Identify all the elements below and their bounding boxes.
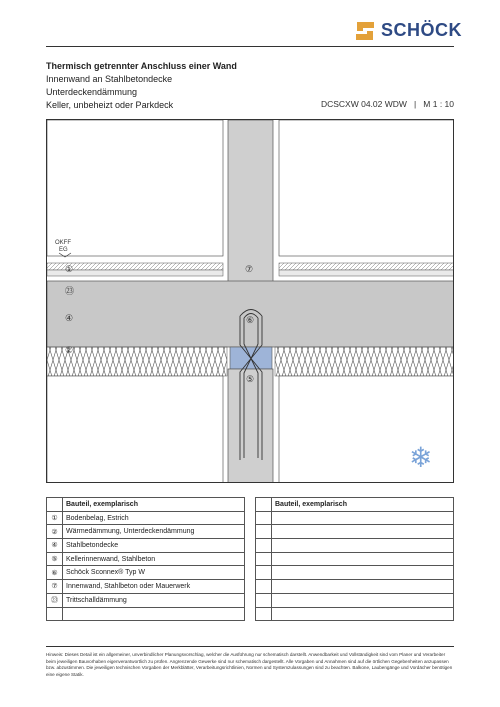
brand-logo — [355, 20, 462, 41]
callout-7: ⑦ — [245, 264, 254, 274]
table-row — [47, 607, 245, 621]
callout-2: ② — [65, 345, 74, 355]
table-row: ① Bodenbelag, Estrich — [47, 511, 245, 525]
right-screed — [279, 263, 454, 270]
left-impact-insulation — [47, 270, 223, 276]
upper-right-room — [279, 120, 454, 256]
header-divider — [46, 46, 454, 47]
drawing-reference: DCSCXW 04.02 WDW | M 1 : 10 — [320, 99, 454, 109]
callout-4: ④ — [65, 313, 74, 323]
legend-table — [46, 497, 454, 637]
snowflake-icon: ❄ — [409, 442, 433, 473]
table-row — [256, 580, 454, 594]
legend-left-header: Bauteil, exemplarisch — [63, 498, 245, 512]
right-impact-insulation — [279, 270, 454, 276]
table-row — [256, 539, 454, 553]
table-row: ⑤ Kellerinnenwand, Stahlbeton — [47, 552, 245, 566]
table-row — [256, 525, 454, 539]
table-row — [256, 552, 454, 566]
upper-left-room — [47, 120, 223, 256]
table-row: ㉓ Trittschalldämmung — [47, 593, 245, 607]
left-screed — [47, 263, 223, 270]
eg-label: EG — [59, 247, 68, 253]
table-row — [256, 566, 454, 580]
concrete-slab — [47, 281, 454, 347]
left-underside-insulation — [47, 347, 227, 376]
brand-name: SCHÖCK — [381, 20, 463, 40]
subtitle-line-3: Keller, unbeheizt oder Parkdeck — [46, 100, 174, 110]
table-row: ② Wärmedämmung, Unterdeckendämmung — [47, 525, 245, 539]
logo-mark-icon — [355, 21, 375, 41]
legend-left — [46, 497, 245, 621]
subtitle-line-1: Innenwand an Stahlbetondecke — [46, 74, 173, 84]
table-row: ⑦ Innenwand, Stahlbeton oder Mauerwerk — [47, 580, 245, 594]
footer-divider — [46, 646, 454, 647]
table-row — [256, 593, 454, 607]
legend-right-header: Bauteil, exemplarisch — [272, 498, 454, 512]
callout-1: ① — [65, 264, 74, 274]
lower-left-room — [47, 376, 223, 483]
callout-6: ⑥ — [246, 315, 255, 325]
disclaimer-note: Hinweis: Dieses Detail ist ein allgemeiner, unverbindlicher Planungsvorschlag, welcher die Ausführung nur schematisch darstellt. Anwendbarkeit und Vollständigkeit sind vom Planer und Verarbeiter beim jeweiligen Bauvorhaben eigenverantwortlich zu prüfen. Angrenzende Gewerke sind nur schematisch dargestellt. Alle Vorgaben und Annahmen sind auf die örtlichen Gegebenheiten anzupassen bzw. abzustimmen. Die jeweiligen technischen Vorgaben der Merkblätter, Verarbeitungsrichtlinien, Normen und Systemzulassungen sind zu beachten. Balkone, Laubengänge und Vordächer benötigen eine eigene Statik. — [46, 652, 453, 677]
okff-label: OKFF — [55, 240, 71, 246]
table-row — [256, 607, 454, 621]
callout-23: ㉓ — [65, 286, 75, 296]
legend-right — [255, 497, 454, 621]
table-row: ④ Stahlbetondecke — [47, 539, 245, 553]
basement-wall — [228, 369, 273, 483]
subtitle-line-2: Unterdeckendämmung — [46, 87, 138, 97]
detail-drawing — [46, 119, 454, 483]
callout-5: ⑤ — [246, 374, 255, 384]
table-row — [256, 511, 454, 525]
upper-inner-wall — [228, 120, 273, 287]
table-row: ⑥ Schöck Sconnex® Typ W — [47, 566, 245, 580]
page-title: Thermisch getrennter Anschluss einer Wand — [46, 61, 237, 71]
right-underside-insulation — [275, 347, 454, 376]
title-block — [46, 60, 237, 112]
